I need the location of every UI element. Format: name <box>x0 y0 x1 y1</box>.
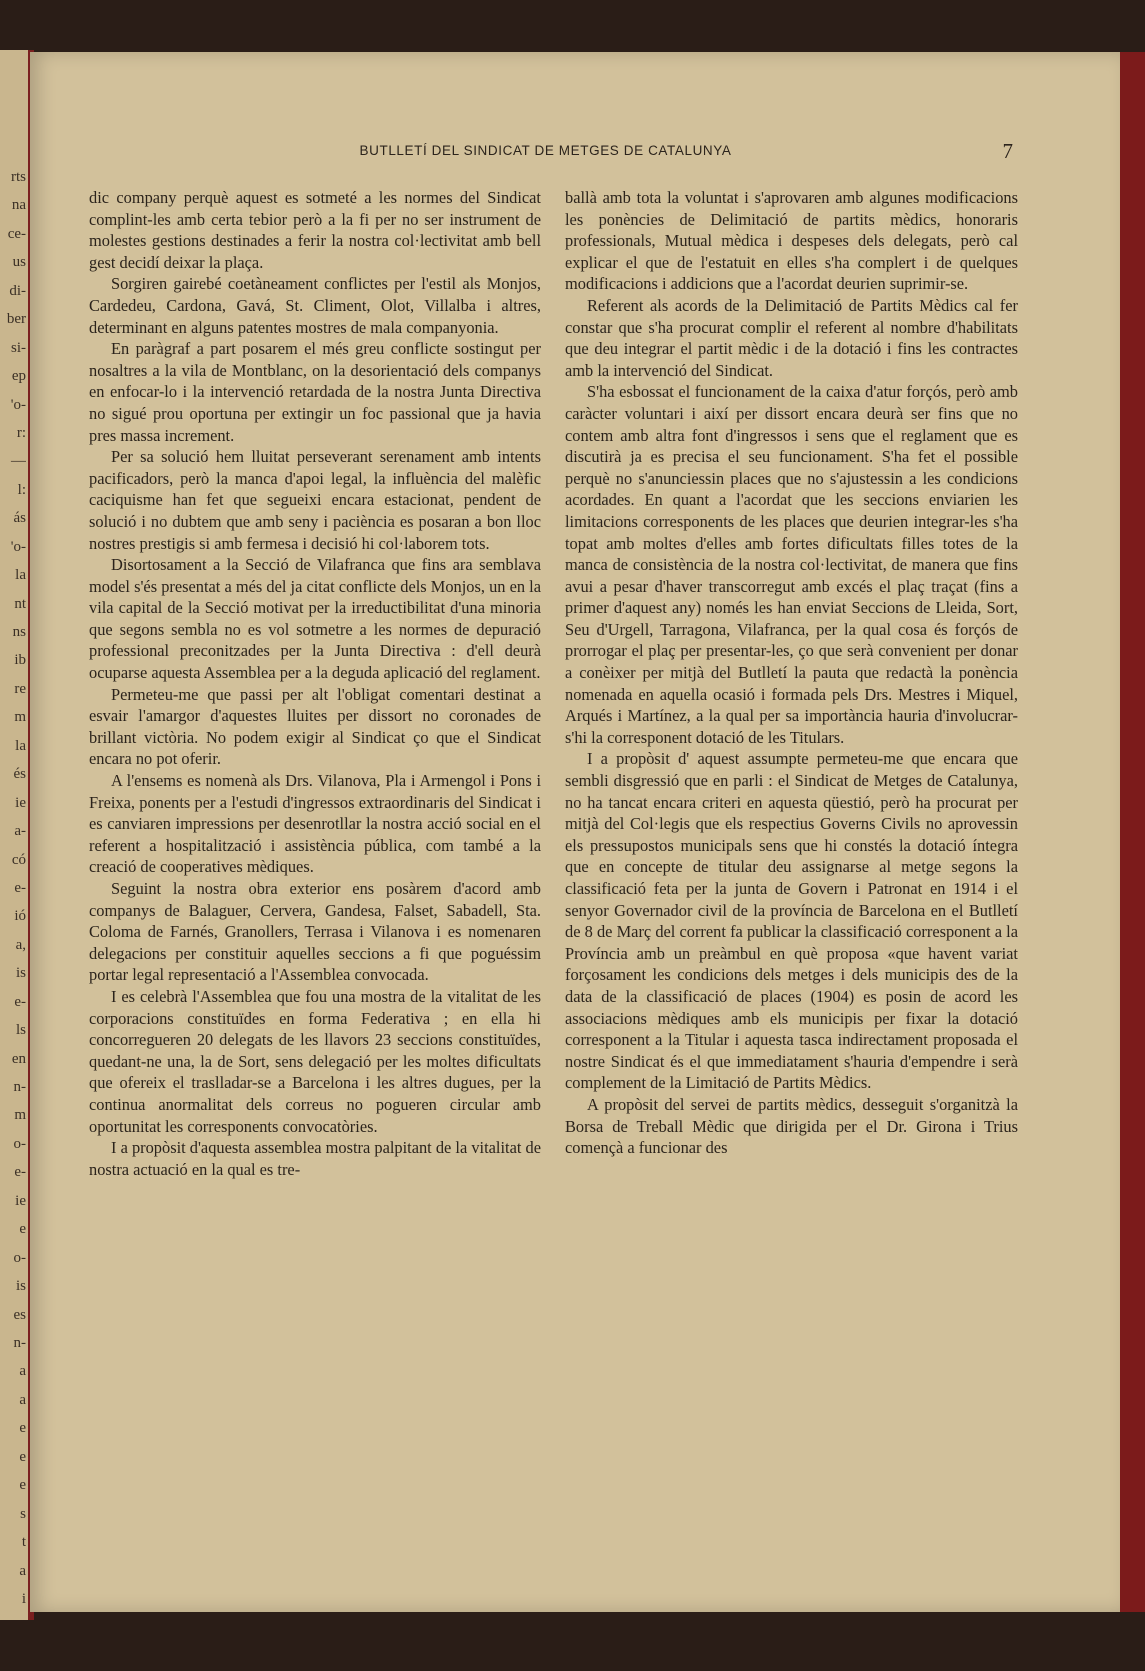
left-page-fragment: si- <box>11 340 26 356</box>
left-page-fragment: m <box>14 710 26 726</box>
paragraph: I a propòsit d' aquest assumpte permeteu-me que encara que sembli disgressió que en parli : el Sindicat de Metges de Catalunya, no ha tancat encara criteri en aquesta qüestió, però ha procurat per mitjà del Col·legis que els respectius Governs Civils no aprovessin els pressupostos municipals sens que hi constés la dotació íntegra que en concepte de titular deu assignarse al metge segons la classificació feta per la junta de Govern i Patronat en 1914 i el senyor Governador civil de la província de Barcelona en el Butlletí de 8 de Març del corrent fa publicar la classificació corresponent a la Província amb un preàmbul en què proposa «que havent variat forçosament les condicions dels metges i dels municipis des de la data de la classificació de places (1904) es posin de acord les associacions mèdiques amb els municipis per fixar la dotació corresponent a la Titular i aquesta tasca indirectament proposada el nostre Sindicat és el que immediatament s'hauria d'empendre i serà complement de la Limitació de Partits Mèdics. <box>565 749 1018 1093</box>
paragraph: S'ha esbossat el funcionament de la caixa d'atur forçós, però amb caràcter voluntari i així per dissort encara deurà ser fins que no contem amb altra font d'ingressos i sens que el reglament que es discutirà ja es precisa el seu funcionament. S'ha fet el possible perquè no s'anunciessin places que no s'ajustessin a les condicions acordades. En quant a l'acordat que les seccions enviarien les limitacions corresponents de les places que deurien integrar-les s'ha topat amb moltes d'elles amb fortes dificultats filles totes de la manca de consistència de la nostra col·lectivitat, de manera que fins avui a pesar d'haver transcorregut amb excés el plaç traçat (fins a primer d'aquest any) només les han enviat Seccions de Lleida, Sort, Seu d'Urgell, Tarragona, Vilafranca, per la qual cosa és forçós de prorrogar el plaç per presentar-les, ço que serà convenient per donar a conèixer per mitjà del Butlletí la pauta que redactà la ponència nomenada en aquella ocasió i formada pels Drs. Mestres i Miquel, Arqués i Martínez, a la qual per sa importància hauria d'involucrar-s'hi la corresponent dotació de les Titulars. <box>565 382 1018 747</box>
left-page-fragment: di- <box>9 283 26 299</box>
left-page-fragment: e <box>19 1222 26 1238</box>
paragraph: Per sa solució hem lluitat perseverant serenament amb intents pacificadors, però la manca d'apoi legal, la influència del malèfic caciquisme han fet que segueixi encara estacionat, pendent de solució i no dubtem que amb seny i paciència es posaran a bon lloc nostres prestigis si amb fermesa i decisió hi col·laborem tots. <box>89 447 541 553</box>
left-page-fragment: 'o- <box>10 539 26 555</box>
left-page-fragment: la <box>15 568 26 584</box>
left-page-fragment: l: <box>17 482 26 498</box>
paragraph: A propòsit del servei de partits mèdics, desseguit s'organitzà la Borsa de Treball Mèdic que dirigida per el Dr. Girona i Trius començà a funcionar des <box>565 1094 1018 1158</box>
left-page-fragment: rts <box>11 170 26 185</box>
book-cover-edge <box>1120 52 1145 1612</box>
left-page-fragment: e- <box>14 880 26 896</box>
left-page-fragment: is <box>15 966 26 982</box>
paragraph: Permeteu-me que passi per alt l'obligat comentari destinat a esvair l'amargor d'aquestes lluites per dissort no coronades de brillant victòria. No podem exigir al Sindicat ço que el Sindicat encara no pot oferir. <box>89 684 541 769</box>
left-page-fragment: e- <box>14 994 26 1010</box>
paragraph: A l'ensems es nomenà als Drs. Vilanova, Pla i Armengol i Pons i Freixa, ponents per a l'estudi d'ingressos extraordinaris del Sindicat i es canviaren impressions per desenrotllar la nostra acció social en el referent a hospitalització i assistència pública, com també a la creació de cooperatives mèdiques. <box>89 771 541 877</box>
paragraph: Sorgiren gairebé coetàneament conflictes per l'estil als Monjos, Cardedeu, Cardona, Gavá, St. Climent, Olot, Villalba i altres, determinant en alguns patentes mostres de mala companyonia. <box>89 274 541 337</box>
left-page-fragment: e <box>19 1478 26 1494</box>
left-page-fragment: a- <box>14 824 26 840</box>
left-page-fragment: có <box>11 852 26 868</box>
left-page-fragment: a <box>19 1563 26 1579</box>
left-page-fragment: r: <box>16 425 26 441</box>
paragraph: dic company perquè aquest es sotmeté a les normes del Sindicat complint-les amb certa tebior però a la fi per no ser instrument de molestes gestions destinades a ferir la nostra col·lectivitat amb bell gest decidí deixar la plaça. <box>89 188 541 272</box>
left-page-fragment: a <box>19 1392 26 1408</box>
left-page-fragment: ie <box>15 795 26 811</box>
left-page-fragment: és <box>13 767 26 783</box>
left-page-fragment: is <box>15 1279 26 1295</box>
text-column-right <box>565 187 1018 1159</box>
left-page-fragment: ep <box>11 369 26 385</box>
left-page-fragment: e- <box>14 1165 26 1181</box>
left-page-fragment: ib <box>14 653 26 669</box>
paragraph: I a propòsit d'aquesta assemblea mostra palpitant de la vitalitat de nostra actuació en la qual es tre- <box>89 1138 541 1179</box>
left-page-fragment: n- <box>13 1336 26 1351</box>
left-page-fragment: o- <box>13 1136 26 1152</box>
left-page-fragment: m <box>14 1108 26 1124</box>
left-page-fragment: o- <box>13 1250 26 1266</box>
left-page-fragment: es <box>13 1307 26 1323</box>
left-page-fragment: us <box>12 255 26 271</box>
running-title: BUTLLETÍ DEL SINDICAT DE METGES DE CATALUNYA <box>359 143 732 158</box>
paragraph: Seguint la nostra obra exterior ens posàrem d'acord amb companys de Balaguer, Cervera, Gandesa, Falset, Sabadell, Sta. Coloma de Farnés, Granollers, Terrasa i Vilanova i es nomenaren delegacions per constituir aquelles seccions a fi que poguéssim portar legal representació a l'Assemblea convocada. <box>89 879 541 985</box>
left-page-fragment: a, <box>15 937 26 953</box>
left-page-fragment: ber <box>6 312 26 328</box>
left-page-fragment: na <box>11 198 26 214</box>
paragraph: ballà amb tota la voluntat i s'aprovaren amb algunes modificacions les ponències de Delimitació de partits mèdics, honoraris professionals, Mutual mèdica i despeses dels delegats, però cal explicar el que de l'estatuit en elles s'ha complert i de quelques modificacions i addicions que a l'acordat deurien suprimir-se. <box>565 188 1018 294</box>
left-page-fragment: — <box>11 454 26 470</box>
left-page-fragment: e <box>19 1449 26 1465</box>
left-page-fragment: s <box>20 1506 26 1522</box>
left-page-fragment: ie <box>15 1193 26 1209</box>
left-page-fragment: ns <box>12 625 26 641</box>
paragraph: Referent als acords de la Delimitació de Partits Mèdics cal fer constar que s'ha procurat complir el referent al nombre d'habilitats que deu integrar el partit mèdic i de la dotació i fins les contractes amb la intervenció del Sindicat. <box>565 295 1018 380</box>
page-header <box>78 141 1013 165</box>
paragraph: En paràgraf a part posarem el més greu conflicte sostingut per nosaltres a la vila de Montblanc, on la desorientació dels companys en enfocar-lo i la intervenció retardada de la nostra Junta Directiva no sigué prou oportuna per extingir un foc passional que ja havia pres massa increment. <box>89 339 541 445</box>
page-number: 7 <box>1002 139 1013 163</box>
left-page-fragment: i <box>21 1591 26 1607</box>
left-page-fragment: ás <box>13 511 26 527</box>
left-page-fragment: re <box>14 681 26 697</box>
left-page-fragment: a <box>19 1364 26 1380</box>
paragraph: I es celebrà l'Assemblea que fou una mostra de la vitalitat de les corporacions constituïdes en forma Federativa ; en ella hi concorregueren 20 delegats de les llavors 23 seccions constituïdes, quedant-ne una, la de Sort, sens delegació per les moltes dificultats que ofereix el traslladar-se a Barcelona i les altres dugues, per la continua anormalitat dels correus no pogueren circular amb oportunitat les corresponents convocatòries. <box>89 986 541 1136</box>
left-page-fragment: ls <box>15 1023 26 1039</box>
left-page-fragment: nt <box>14 596 26 612</box>
paragraph: Disortosament a la Secció de Vilafranca que fins ara semblava model s'és presentat a més del ja citat conflicte dels Monjos, un en la vila capital de la Secció motivat per la irreductibilitat d'una minoria que segons sembla no es vol sotmetre a les normes de depuració professional preconitzades per la Junta Directiva : d'ell deurà ocuparse aquesta Assemblea per a la deguda aplicació del reglament. <box>89 555 541 683</box>
left-page-fragment: 'o- <box>10 397 26 413</box>
left-page-fragment: ce- <box>7 226 26 242</box>
left-page-fragment: en <box>11 1051 26 1067</box>
left-page-fragment: e <box>19 1421 26 1437</box>
left-page-fragment: n- <box>13 1080 26 1096</box>
left-page-fragment: ió <box>14 909 26 925</box>
left-page-fragment: t <box>21 1535 26 1551</box>
left-page-fragment: la <box>15 738 26 754</box>
text-column-left <box>89 187 541 1180</box>
